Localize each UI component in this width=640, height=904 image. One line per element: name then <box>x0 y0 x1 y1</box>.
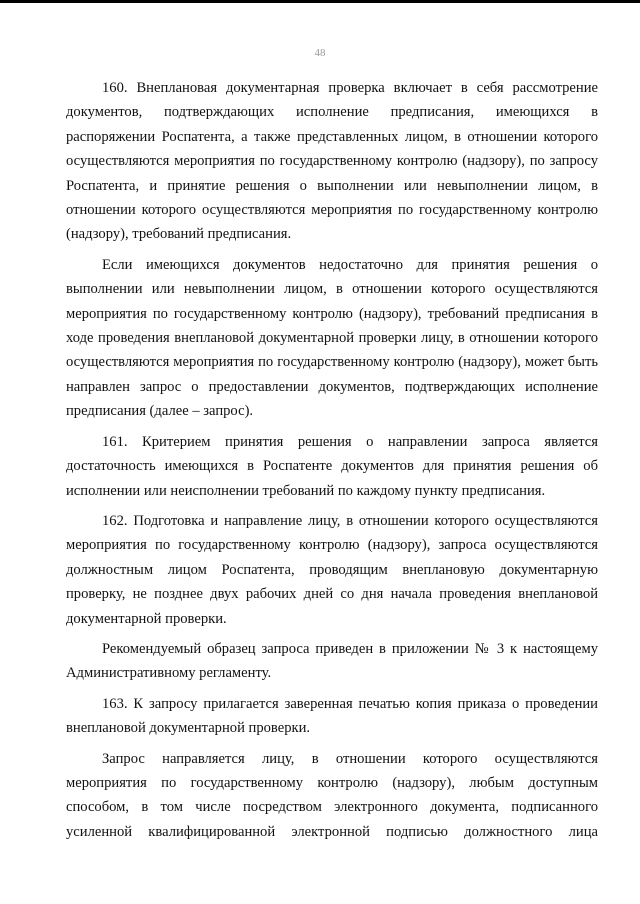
paragraph-161: 161. Критерием принятия решения о направлении запроса является достаточность имеющихся в Роспатенте документов для принятия решения об исполнении или неисполнении требований по каждому пункту предписания. <box>66 433 598 499</box>
paragraph-request-delivery: Запрос направляется лицу, в отношении которого осуществляются мероприятия по государственному контролю (надзору), любым доступным способом, в том числе посредством электронного документа, подписанного усиленной квалифицированной электронной подписью должностного лица <box>66 750 598 840</box>
paragraph-162: 162. Подготовка и направление лицу, в отношении которого осуществляются мероприятия по государственному контролю (надзору), запроса осуществляются должностным лицом Роспатента, проводящим внеплановую документарную проверку, не позднее двух рабочих дней со дня начала проведения внеплановой документарной проверки. <box>66 512 598 627</box>
paragraph-160: 160. Внеплановая документарная проверка включает в себя рассмотрение документов, подтверждающих исполнение предписания, имеющихся в распоряжении Роспатента, а также представленных лицом, в отношении которого осуществляются мероприятия по государственному контролю (надзору), по запросу Роспатента, и принятие решения о выполнении или невыполнении лицом, в отношении которого осуществляются мероприятия по государственному контролю (надзору), требований предписания. <box>66 80 598 243</box>
page-number: 48 <box>314 47 326 59</box>
paragraph-sample-request: Рекомендуемый образец запроса приведен в приложении № 3 к настоящему Административному регламенту. <box>66 640 598 682</box>
paragraph-163: 163. К запросу прилагается заверенная печатью копия приказа о проведении внеплановой документарной проверки. <box>66 695 598 737</box>
paragraph-insufficient-documents: Если имеющихся документов недостаточно для принятия решения о выполнении или невыполнении лицом, в отношении которого осуществляются мероприятия по государственному контролю (надзору), требований предписания в ходе проведения внеплановой документарной проверки лицу, в отношении которого осуществляются мероприятия по государственному контролю (надзору), может быть направлен запрос о предоставлении документов, подтверждающих исполнение предписания (далее – запрос). <box>66 256 598 420</box>
document-body <box>66 76 598 844</box>
top-border-line <box>0 0 640 3</box>
